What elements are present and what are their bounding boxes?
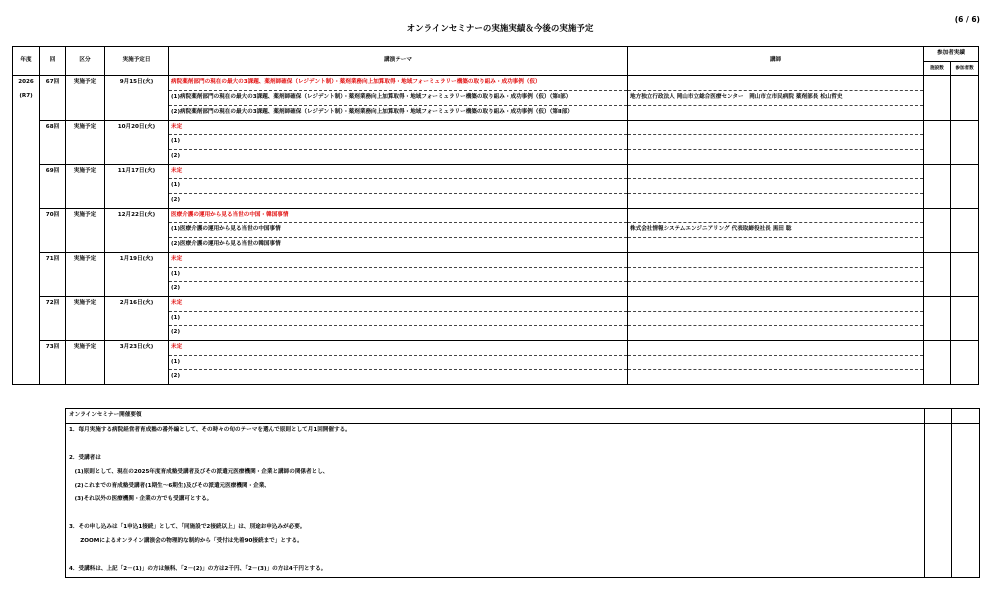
session-lecturer [628,341,924,356]
session-lecturer [628,164,924,179]
sub-session-theme: (2)病院薬剤部門の現在の最大の3課題、薬剤師確保（レジデント制）・薬剤業務向上加算取得・地域フォーミュラリー構築の取り組み・成功事例（仮）（第Ⅱ部） [169,105,628,120]
session-theme: 未定 [169,252,628,267]
sub-session-lecturer [628,355,924,370]
info-line: (2)これまでの育成塾受講者(1期生～6期生)及びその派遣元医療機関・企業、 [66,480,925,494]
info-header-row [66,409,980,424]
info-title: オンラインセミナー開催要領 [66,409,925,424]
info-line-row [66,549,980,563]
session-row [13,296,979,311]
session-date: 3月23日(火) [105,341,169,385]
sub-session-lecturer [628,135,924,150]
info-line-row [66,438,980,452]
header-attendance: 参加者実績 [924,47,979,62]
sub-session-theme: (1)病院薬剤部門の現在の最大の3課題、薬剤師確保（レジデント制）・薬剤業務向上加算取得・地域フォーミュラリー構築の取り組み・成功事例（仮）（第Ⅰ部） [169,91,628,106]
info-line-row [66,535,980,549]
sub-session-lecturer [628,282,924,297]
fiscal-year-cell [13,76,40,385]
session-theme: 医療介護の運用から見る当世の中国・韓国事情 [169,208,628,223]
info-line-row [66,493,980,507]
session-category: 実施予定 [66,164,105,208]
schedule-table [12,46,979,385]
session-round: 69回 [40,164,66,208]
info-line [66,549,925,563]
session-round: 72回 [40,296,66,340]
info-line-row [66,480,980,494]
session-row [13,164,979,179]
session-category: 実施予定 [66,120,105,164]
session-row [13,208,979,223]
session-row [13,252,979,267]
info-line-row [66,423,980,437]
session-category: 実施予定 [66,76,105,120]
sub-session-lecturer [628,267,924,282]
session-row [13,341,979,356]
session-theme: 未定 [169,120,628,135]
sub-session-theme: (1) [169,311,628,326]
participants-count [951,76,979,120]
header-participants: 参加者数 [951,61,979,76]
session-row [13,120,979,135]
facilities-count [924,76,951,120]
sub-session-theme: (1)医療介護の運用から見る当世の中国事情 [169,223,628,238]
session-date: 2月16日(火) [105,296,169,340]
session-date: 9月15日(火) [105,76,169,120]
facilities-count [924,208,951,252]
sub-session-lecturer [628,194,924,209]
sub-session-lecturer [628,149,924,164]
session-theme: 病院薬剤部門の現在の最大の3課題、薬剤師確保（レジデント制）・薬剤業務向上加算取得・地域フォーミュラリー構築の取り組み・成功事例（仮） [169,76,628,91]
session-date: 10月20日(火) [105,120,169,164]
sub-session-lecturer: 株式会社情報システムエンジニアリング 代表取締役社長 黒田 聡 [628,223,924,238]
session-lecturer [628,252,924,267]
participants-count [951,252,979,296]
header-round: 回 [40,47,66,76]
header-date: 実施予定日 [105,47,169,76]
sub-session-theme: (2) [169,326,628,341]
session-theme: 未定 [169,341,628,356]
info-line-row [66,521,980,535]
facilities-count [924,341,951,385]
facilities-count [924,252,951,296]
header-category: 区分 [66,47,105,76]
info-line: 1．毎月実施する病院経営者育成塾の番外編として、その時々の旬のテーマを選んで原則として月1回開催する。 [66,423,925,437]
session-date: 1月19日(火) [105,252,169,296]
sub-session-theme: (1) [169,179,628,194]
session-lecturer [628,296,924,311]
info-line: (3)それ以外の医療機関・企業の方でも受講可とする。 [66,493,925,507]
sub-session-theme: (2)医療介護の運用から見る当世の韓国事情 [169,238,628,253]
facilities-count [924,296,951,340]
info-line: ZOOMによるオンライン講演会の物理的な制約から「受付は先着90接続まで」とする。 [66,535,925,549]
sub-session-theme: (1) [169,355,628,370]
session-round: 71回 [40,252,66,296]
session-theme: 未定 [169,296,628,311]
sub-session-theme: (2) [169,370,628,385]
session-round: 73回 [40,341,66,385]
fiscal-year-era: (R7) [19,93,33,100]
info-line-row [66,452,980,466]
sub-session-theme: (1) [169,135,628,150]
page-title: オンラインセミナーの実施実績＆今後の実施予定 [406,24,594,34]
session-lecturer [628,208,924,223]
facilities-count [924,120,951,164]
sub-session-lecturer [628,238,924,253]
session-lecturer [628,120,924,135]
session-category: 実施予定 [66,296,105,340]
session-row [13,76,979,91]
info-line: 2．受講者は [66,452,925,466]
info-line [66,507,925,521]
session-category: 実施予定 [66,252,105,296]
facilities-count [924,164,951,208]
sub-session-lecturer [628,179,924,194]
sub-session-theme: (2) [169,194,628,209]
page-number: (6 / 6) [954,15,980,24]
participants-count [951,296,979,340]
session-round: 67回 [40,76,66,120]
info-line-row [66,507,980,521]
sub-session-lecturer [628,326,924,341]
info-line: 3．その申し込みは「1申込1接続」として、「同施設で2接続以上」は、別途お申込みが必要。 [66,521,925,535]
header-year: 年度 [13,47,40,76]
session-date: 12月22日(火) [105,208,169,252]
participants-count [951,120,979,164]
session-lecturer [628,76,924,91]
sub-session-theme: (1) [169,267,628,282]
participants-count [951,341,979,385]
info-box [65,408,980,578]
sub-session-lecturer [628,105,924,120]
header-lecturer: 講師 [628,47,924,76]
info-line [66,438,925,452]
info-line: 4．受講料は、上記「2－(1)」の方は無料、「2－(2)」の方は2千円、「2－(3)」の方は4千円とする。 [66,563,925,577]
info-line-row [66,466,980,480]
fiscal-year: 2026 [18,79,34,86]
sub-session-theme: (2) [169,149,628,164]
info-line: (1)原則として、現在の2025年度育成塾受講者及びその派遣元医療機関・企業と講師の関係者とし、 [66,466,925,480]
header-facilities: 施設数 [924,61,951,76]
sub-session-theme: (2) [169,282,628,297]
header-theme: 講演テーマ [169,47,628,76]
sub-session-lecturer: 地方独立行政法人 岡山市立総合医療センター 岡山市立市民病院 薬剤部長 松山哲史 [628,91,924,106]
header-row [13,47,979,62]
sub-session-lecturer [628,311,924,326]
sub-session-lecturer [628,370,924,385]
session-category: 実施予定 [66,208,105,252]
session-theme: 未定 [169,164,628,179]
session-date: 11月17日(火) [105,164,169,208]
session-category: 実施予定 [66,341,105,385]
info-line-row [66,563,980,577]
session-round: 70回 [40,208,66,252]
participants-count [951,164,979,208]
session-round: 68回 [40,120,66,164]
participants-count [951,208,979,252]
